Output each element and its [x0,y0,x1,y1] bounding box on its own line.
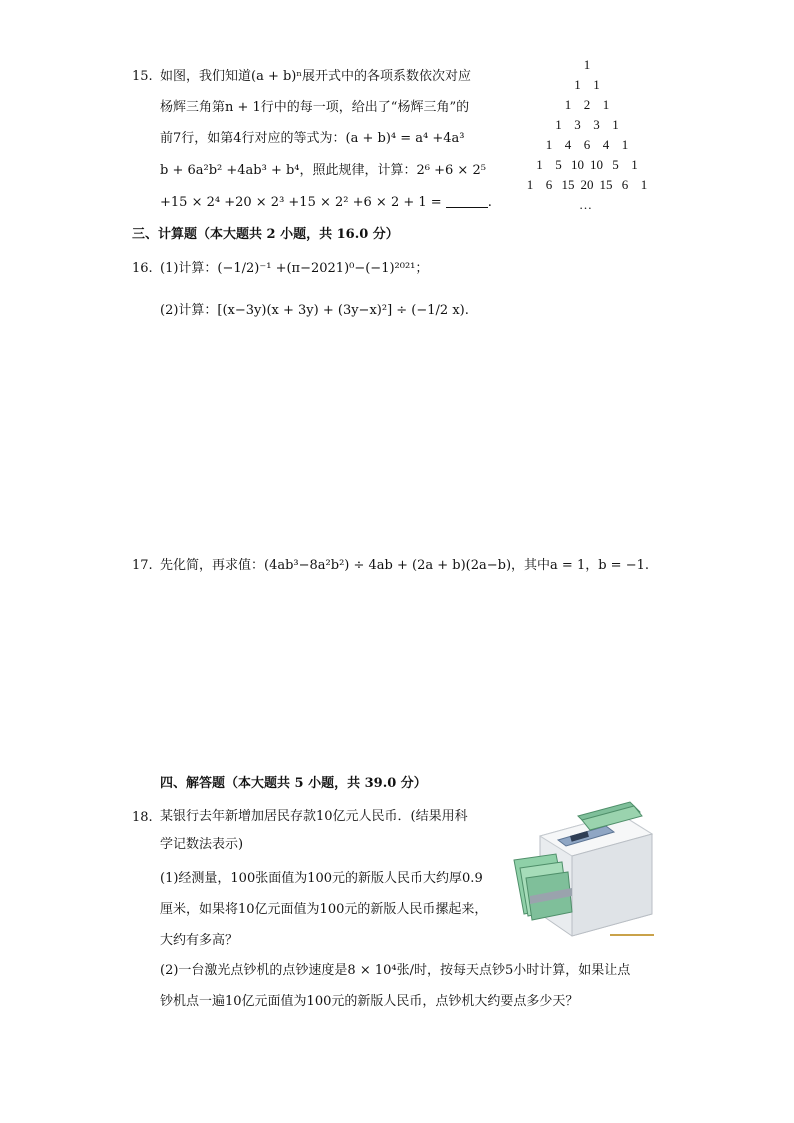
triangle-cell: 1 [545,137,553,152]
triangle-cell: 2 [583,97,591,112]
triangle-cell: 1 [583,57,591,72]
triangle-cell: 1 [640,177,648,192]
triangle-cell: 1 [526,177,534,192]
q15-line-5-wrap [160,195,492,209]
triangle-cell: 1 [555,117,562,132]
triangle-cell: 1 [564,97,572,112]
triangle-ellipsis: … [579,197,592,212]
q18-line-7: 钞机点一遍10亿元面值为100元的新版人民币，点钞机大约要点多少天？ [160,994,579,1009]
q15-line-4: b + 6a²b² +4ab³ + b⁴，照此规律，计算：2⁶ +6 × 2⁵ [160,163,486,178]
triangle-cell: 10 [590,157,603,172]
triangle-cell: 6 [621,177,629,192]
triangle-cell: 1 [574,77,581,92]
triangle-cell: 3 [574,117,581,132]
section-4-title: 四、解答题（本大题共 5 小题，共 39.0 分） [160,776,427,791]
q16-part-2: (2)计算：[(x−3y)(x + 3y) + (3y−x)²] ÷ (−1/2 x). [160,303,469,318]
q18-number: 18. [132,810,153,825]
triangle-cell: 1 [536,157,543,172]
q15-line-5: +15 × 2⁴ +20 × 2³ +15 × 2² +6 × 2 + 1 = [160,195,446,210]
money-counter-image [510,796,658,942]
q18-line-4: 厘米，如果将10亿元面值为100元的新版人民币摞起来， [160,902,488,917]
triangle-cell: 4 [564,137,572,152]
triangle-cell: 6 [583,137,591,152]
triangle-cell: 5 [612,157,619,172]
triangle-cell: 4 [602,137,610,152]
q17-text: 先化简，再求值：(4ab³−8a²b²) ÷ 4ab + (2a + b)(2a−b)，其中a = 1，b = −1. [160,558,649,573]
q16-part-1: (1)计算：(−1/2)⁻¹ +(π−2021)⁰−(−1)²⁰²¹； [160,261,429,276]
triangle-cell: 1 [631,157,638,172]
section-3-title: 三、计算题（本大题共 2 小题，共 16.0 分） [132,227,399,242]
triangle-cell: 6 [545,177,553,192]
triangle-cell: 1 [602,97,610,112]
q15-line-2: 杨辉三角第n + 1行中的每一项，给出了“杨辉三角”的 [160,100,470,115]
q15-number: 15. [132,69,153,84]
triangle-cell: 3 [593,117,600,132]
q18-line-6: (2)一台激光点钞机的点钞速度是8 × 10⁴张/时，按每天点钞5小时计算，如果让点 [160,963,631,978]
triangle-cell: 5 [555,157,562,172]
triangle-cell: 1 [612,117,619,132]
q18-line-3: (1)经测量，100张面值为100元的新版人民币大约厚0.9 [160,871,483,886]
q18-line-5: 大约有多高？ [160,933,239,948]
q15-line-3: 前7行，如第4行对应的等式为：(a + b)⁴ = a⁴ +4a³ [160,131,465,146]
triangle-cell: 1 [621,137,629,152]
triangle-cell: 1 [593,77,600,92]
q18-line-1: 某银行去年新增加居民存款10亿元人民币．(结果用科 [160,809,468,824]
triangle-cell: 15 [599,177,613,192]
pascal-triangle [505,57,670,212]
answer-blank [446,195,488,208]
triangle-cell: 15 [561,177,575,192]
q16-number: 16. [132,261,153,276]
q18-line-2: 学记数法表示) [160,837,244,852]
q17-number: 17. [132,558,153,573]
triangle-cell: 20 [580,177,594,192]
triangle-cell: 10 [571,157,584,172]
q15-line-5-end: . [487,195,492,210]
q15-line-1: 如图，我们知道(a + b)ⁿ展开式中的各项系数依次对应 [160,69,471,84]
